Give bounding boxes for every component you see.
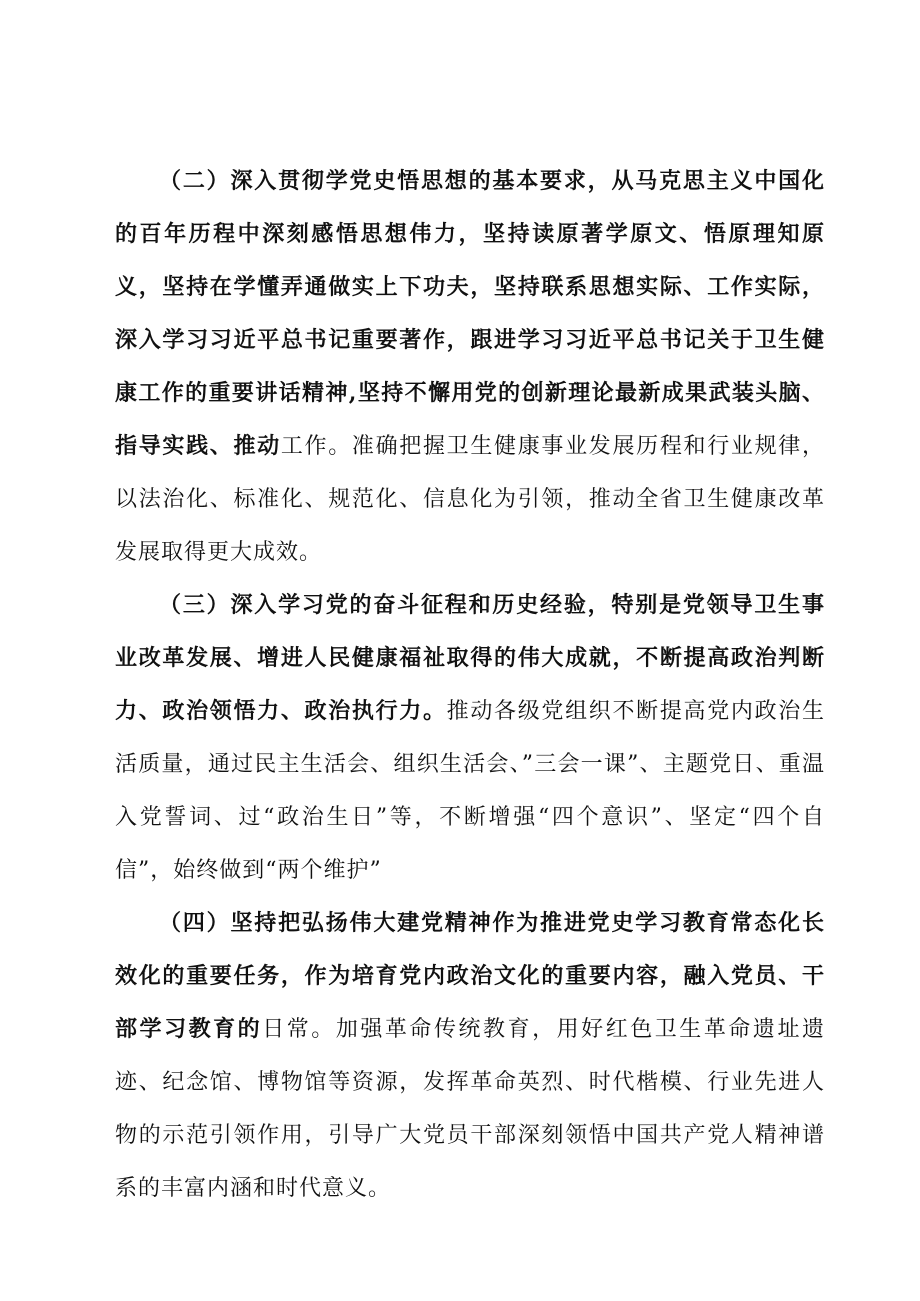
paragraph-3-regular-text: 推动各级党组织不断提高党内政治生活质量，通过民主生活会、组织生活会、”三会一课”、主题党日、重温入党誓词、过“政治生日”等，不断增强“四个意识”、坚定“四个自信”，始终做到“两个维护”	[115, 699, 825, 883]
paragraph-2-regular-text: 工作。准确把握卫生健康事业发展历程和行业规律，以法治化、标准化、规范化、信息化为引领，推动全省卫生健康改革发展取得更大成效。	[115, 434, 825, 565]
paragraph-3	[115, 579, 825, 897]
paragraph-2-bold-text: （二）深入贯彻学党史悟思想的基本要求，从马克思主义中国化的百年历程中深刻感悟思想伟力，坚持读原著学原文、悟原理知原义，坚持在学懂弄通做实上下功夫，坚持联系思想实际、工作实际，深入学习习近平总书记重要著作，跟进学习习近平总书记关于卫生健康工作的重要讲话精神,坚持不懈用党的创新理论最新成果武装头脑、指导实践、推动	[115, 168, 825, 459]
document-body	[115, 155, 825, 1215]
paragraph-3-bold-text: （三）深入学习党的奋斗征程和历史经验，特别是党领导卫生事业改革发展、增进人民健康福祉取得的伟大成就，不断提高政治判断力、政治领悟力、政治执行力。	[115, 592, 825, 724]
paragraph-4-bold-text: （四）坚持把弘扬伟大建党精神作为推进党史学习教育常态化长效化的重要任务，作为培育党内政治文化的重要内容，融入党员、干部学习教育的	[115, 910, 825, 1042]
paragraph-4-regular-text: 日常。加强革命传统教育，用好红色卫生革命遗址遗迹、纪念馆、博物馆等资源，发挥革命英烈、时代楷模、行业先进人物的示范引领作用，引导广大党员干部深刻领悟中国共产党人精神谱系的丰富内涵和时代意义。	[115, 1017, 825, 1201]
paragraph-2	[115, 155, 825, 579]
paragraph-4	[115, 897, 825, 1215]
